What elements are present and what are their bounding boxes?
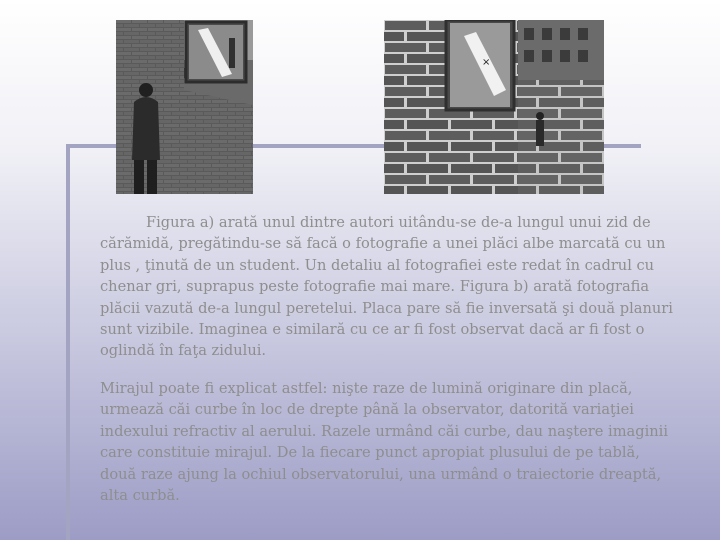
photo-a-brick-wall-photographer bbox=[116, 20, 253, 194]
caption-paragraph-1: Figura a) arată unul dintre autori uitându-se de-a lungul unui zid de cărămidă, pregătindu-se să facă o fotografie a unei plăci albe marcată cu un plus , ţinută de un student. Un detaliu al fotografiei este redat în cadrul cu chenar gri, suprapus peste fotografie mai mare. Figura b) arată fotografia plăcii vazută de-a lungul peretelui. Placa pare să fie inversată şi două planuri sunt vizibile. Imaginea e similară cu ce ar fi fost observat dacă ar fi fost o oglindă în faţa zidului. bbox=[100, 214, 673, 360]
decorative-left-line bbox=[66, 144, 70, 540]
photo-a-image bbox=[116, 20, 253, 194]
svg-text:×: × bbox=[482, 57, 491, 68]
caption-paragraph-2: Mirajul poate fi explicat astfel: nişte raze de lumină originare din placă, urmează căi curbe în loc de drepte până la observator, datorită variaţiei indexului refractiv al aerului. Razele urmând căi curbe, dau naştere imaginii care constituie mirajul. De la fiecare punct apropiat plusului de pe tablă, două raze ajung la ochiul observatorului, una urmând o traiectorie dreaptă, alta curbă. bbox=[100, 380, 669, 505]
photo-b-image bbox=[384, 20, 604, 194]
photo-b-mirage-plate bbox=[384, 20, 604, 194]
